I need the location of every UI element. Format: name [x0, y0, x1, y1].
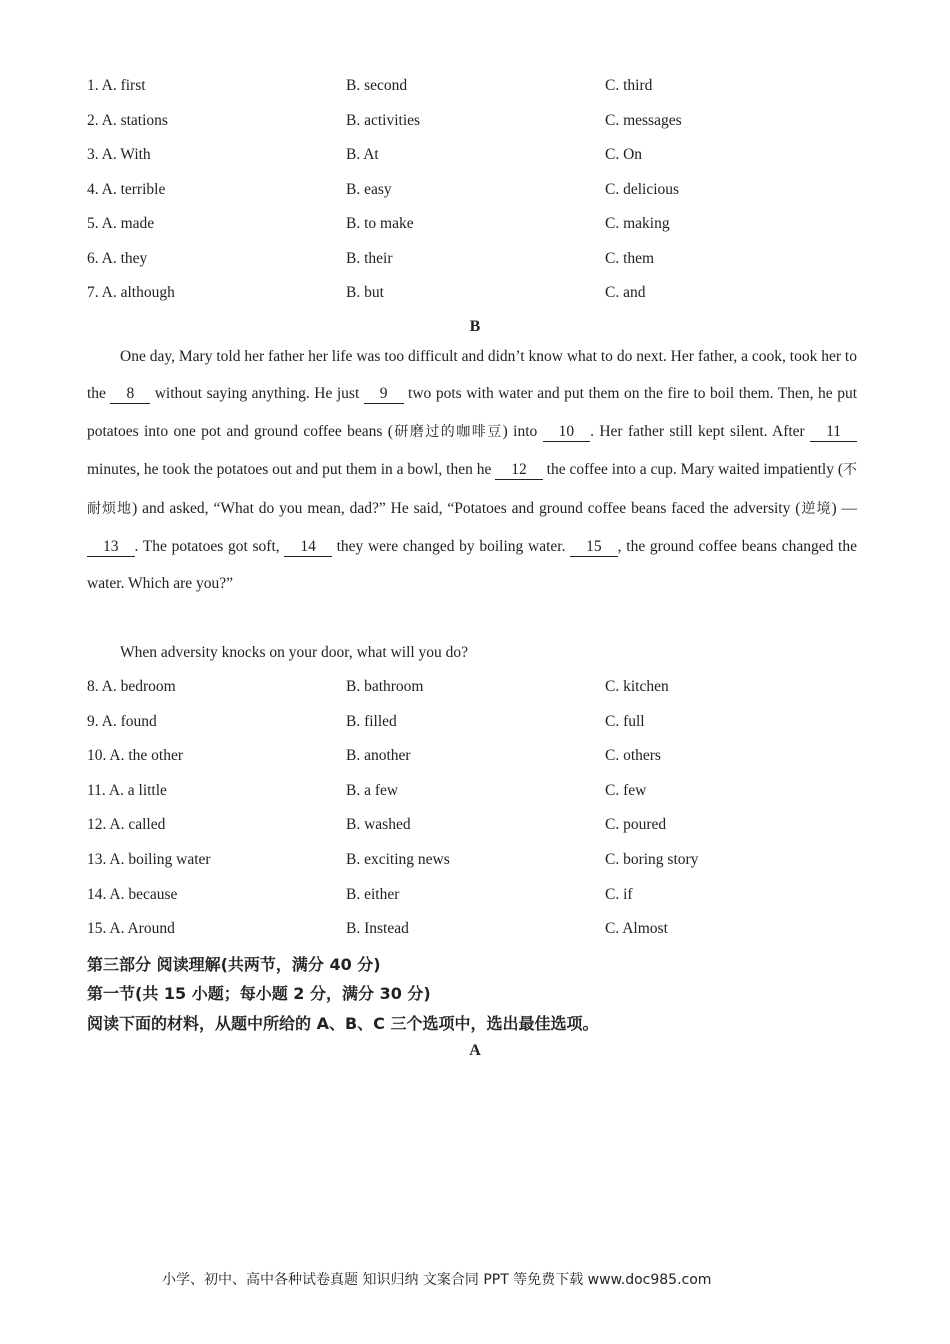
- option-a: 11. A. a little: [87, 781, 167, 799]
- option-b: B. their: [346, 249, 393, 267]
- blank-12: 12: [495, 461, 543, 480]
- option-c: C. third: [605, 77, 653, 94]
- option-b: B. filled: [346, 712, 397, 730]
- option-b: B. exciting news: [346, 851, 450, 868]
- option-c: C. full: [605, 712, 645, 730]
- option-c: C. delicious: [605, 180, 680, 198]
- question-row: [87, 918, 867, 940]
- option-a: 3. A. With: [87, 146, 151, 163]
- question-row: [87, 248, 867, 270]
- passage-b-closing: [87, 642, 857, 664]
- option-c: C. them: [605, 249, 655, 267]
- passage-b: [87, 338, 857, 603]
- question-row: [87, 213, 867, 235]
- option-a: 13. A. boiling water: [87, 851, 211, 868]
- question-row: [87, 745, 867, 767]
- section1-heading: 第一节(共 15 小题；每小题 2 分，满分 30 分): [87, 984, 431, 1003]
- option-c: C. others: [605, 747, 661, 765]
- option-a: 1. A. first: [87, 77, 146, 94]
- option-b: B. but: [346, 284, 384, 301]
- option-b: B. a few: [346, 781, 399, 799]
- option-c: C. making: [605, 215, 670, 232]
- option-a: 7. A. although: [87, 284, 175, 301]
- option-c: C. messages: [605, 111, 682, 129]
- blank-9: 9: [364, 385, 404, 404]
- passage-paragraph: One day, Mary told her father her life was too difficult and didn’t know what to do next. Her father, a cook, took her to the 8 without saying anything. He just 9 two pots with water and put them on the fire to boil them. Then, he put potatoes into one pot and ground coffee beans (研磨过的咖啡豆) into 10 . Her father still kept silent. After 11 minutes, he took the potatoes out and put them in a bowl, then he 12 the coffee into a cup. Mary waited impatiently (不耐烦地) and asked, “What do you mean, dad?” He said, “Potatoes and ground coffee beans faced the adversity (逆境) — 13 . The potatoes got soft, 14 they were changed by boiling water. 15 , the ground coffee beans changed the water. Which are you?”: [87, 348, 858, 593]
- option-b: B. second: [346, 77, 408, 94]
- option-c: C. and: [605, 284, 646, 301]
- option-c: C. if: [605, 885, 633, 903]
- option-b: B. another: [346, 747, 411, 765]
- question-row: [87, 75, 867, 97]
- option-b: B. easy: [346, 180, 392, 198]
- option-a: 14. A. because: [87, 885, 178, 903]
- option-b: B. either: [346, 885, 400, 903]
- option-b: B. washed: [346, 816, 411, 834]
- option-c: C. On: [605, 146, 643, 163]
- passage-paragraph: When adversity knocks on your door, what will you do?: [120, 644, 469, 661]
- question-row: [87, 849, 867, 871]
- question-row: [87, 144, 867, 166]
- question-row: [87, 884, 867, 906]
- option-a: 5. A. made: [87, 215, 155, 232]
- option-a: 10. A. the other: [87, 747, 183, 765]
- question-row: [87, 676, 867, 698]
- option-a: 9. A. found: [87, 712, 157, 730]
- option-c: C. kitchen: [605, 678, 669, 695]
- section-b-title: B: [469, 318, 481, 335]
- blank-15: 15: [570, 538, 618, 557]
- question-row: [87, 814, 867, 836]
- option-c: C. boring story: [605, 851, 699, 868]
- option-a: 6. A. they: [87, 249, 148, 267]
- option-c: C. few: [605, 781, 647, 799]
- question-row: [87, 780, 867, 802]
- blank-11: 11: [810, 423, 857, 442]
- option-a: 8. A. bedroom: [87, 678, 176, 695]
- blank-13: 13: [87, 538, 135, 557]
- question-row: [87, 711, 867, 733]
- page-footer: 小学、初中、高中各种试卷真题 知识归纳 文案合同 PPT 等免费下载 www.doc985.com: [162, 1272, 712, 1288]
- part3-heading: 第三部分 阅读理解(共两节，满分 40 分): [87, 955, 381, 974]
- option-c: C. poured: [605, 816, 667, 834]
- option-a: 4. A. terrible: [87, 180, 166, 198]
- question-row: [87, 179, 867, 201]
- question-row: [87, 282, 867, 304]
- question-row: [87, 110, 867, 132]
- option-b: B. At: [346, 146, 379, 163]
- option-c: C. Almost: [605, 920, 668, 938]
- option-b: B. Instead: [346, 920, 409, 938]
- blank-8: 8: [110, 385, 150, 404]
- section-a-title: A: [469, 1042, 481, 1059]
- option-a: 2. A. stations: [87, 111, 168, 129]
- blank-14: 14: [284, 538, 332, 557]
- instructions: 阅读下面的材料，从题中所给的 A、B、C 三个选项中，选出最佳选项。: [87, 1014, 599, 1033]
- blank-10: 10: [543, 423, 591, 442]
- option-b: B. bathroom: [346, 678, 424, 695]
- option-b: B. activities: [346, 111, 421, 129]
- option-b: B. to make: [346, 215, 414, 232]
- option-a: 12. A. called: [87, 816, 166, 834]
- option-a: 15. A. Around: [87, 920, 175, 938]
